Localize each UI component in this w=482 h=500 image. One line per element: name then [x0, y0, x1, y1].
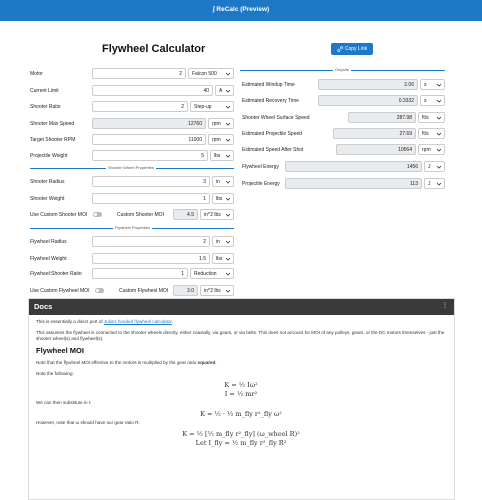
chevron-down-icon [225, 153, 231, 159]
chevron-down-icon [225, 212, 231, 218]
surface-speed-output: 287.98 [348, 112, 416, 123]
flywheel-weight-unit-select[interactable] [212, 253, 234, 264]
shooter-ratio-label: Shooter Ratio [30, 104, 61, 110]
shooter-weight-input[interactable]: 1 [92, 193, 210, 204]
shooter-weight-unit: lbs [216, 195, 223, 202]
chevron-down-icon [225, 121, 231, 127]
custom-shooter-moi-label: Custom Shooter MOI [117, 212, 164, 218]
chevron-down-icon [436, 98, 442, 104]
chevron-down-icon [436, 181, 442, 187]
flywheel-ratio-label: Flywheel:Shooter Ratio [30, 271, 82, 277]
custom-flywheel-moi-label: Custom Flywheel MOI [119, 288, 169, 294]
shooter-ratio-input[interactable]: 2 [92, 101, 188, 112]
current-limit-unit: A [219, 87, 223, 94]
projectile-weight-unit: lbs [214, 152, 221, 159]
target-shooter-rpm-unit-select[interactable] [208, 134, 234, 145]
flywheel-ratio-input[interactable]: 1 [92, 268, 188, 279]
equation-kinetic-energy: K = ½ Iω² [224, 381, 258, 389]
chevron-down-icon [436, 164, 442, 170]
shooter-radius-unit-select[interactable] [212, 176, 234, 187]
projectile-weight-unit-select[interactable] [210, 150, 234, 161]
chevron-down-icon [225, 271, 231, 277]
docs-title: Docs [34, 302, 53, 311]
shooter-max-speed-label: Shooter Max Speed [30, 121, 75, 127]
docs-moi-heading: Flywheel MOI [36, 346, 84, 355]
use-custom-flywheel-moi-toggle[interactable] [95, 288, 104, 293]
flywheel-radius-unit: in [216, 238, 220, 245]
shooter-weight-label: Shooter Weight [30, 196, 65, 202]
custom-shooter-moi-input: 4.5 [173, 209, 198, 220]
shooter-max-speed-unit-select[interactable] [208, 118, 234, 129]
projectile-speed-unit: ft/s [422, 130, 429, 137]
chevron-down-icon [436, 115, 442, 121]
chevron-down-icon [436, 147, 442, 153]
chevron-down-icon [225, 196, 231, 202]
chevron-down-icon [225, 239, 231, 245]
target-shooter-rpm-input[interactable]: 11000 [92, 134, 206, 145]
docs-moi-note-suffix: . [215, 360, 217, 365]
shooter-wheel-section-label: Shooter Wheel Properties [108, 165, 154, 170]
projectile-speed-output: 27.69 [333, 128, 416, 139]
docs-intro-text: This is essentially a direct port of [36, 319, 104, 324]
page-title: Flywheel Calculator [102, 43, 206, 55]
speed-after-shot-label: Estimated Speed After Shot [242, 147, 304, 153]
current-limit-unit-select[interactable] [215, 85, 234, 96]
chevron-down-icon [436, 82, 442, 88]
custom-flywheel-moi-unit-select[interactable] [200, 285, 234, 296]
motor-model-value: Falcon 500 [192, 70, 217, 77]
projectile-weight-input[interactable]: 5 [92, 150, 208, 161]
projectile-energy-unit: J [428, 180, 431, 187]
flywheel-radius-input[interactable]: 2 [92, 236, 210, 247]
shooter-radius-unit: in [216, 178, 220, 185]
flywheel-weight-unit: lbs [216, 255, 223, 262]
copy-link-label: Copy Link [344, 46, 368, 52]
chevron-down-icon [225, 71, 231, 77]
flywheel-section-label: Flywheel Properties [115, 225, 151, 230]
surface-speed-unit: ft/s [422, 114, 429, 121]
custom-flywheel-moi-unit: in^2 lbs [204, 287, 221, 294]
collapse-icon[interactable]: ⋮ [442, 303, 448, 309]
motor-model-select[interactable] [188, 68, 234, 79]
docs-body [36, 319, 446, 449]
recovery-time-output: 0.3332 [318, 95, 418, 106]
docs-panel [28, 298, 455, 500]
app-title: ReCalc (Preview) [216, 6, 270, 13]
docs-substitute: We can then substitute in I: [36, 400, 92, 405]
flywheel-radius-unit-select[interactable] [212, 236, 234, 247]
docs-intro-suffix: . [171, 319, 173, 324]
use-custom-flywheel-moi-label: Use Custom Flywheel MOI [30, 288, 90, 294]
recovery-time-unit: s [424, 97, 427, 104]
windup-time-unit: s [424, 81, 427, 88]
link-icon [337, 46, 343, 52]
flywheel-energy-unit-select[interactable] [424, 161, 445, 172]
custom-shooter-moi-unit-select[interactable] [200, 209, 234, 220]
current-limit-label: Current Limit [30, 88, 59, 94]
use-custom-shooter-moi-toggle[interactable] [93, 212, 102, 217]
shooter-ratio-type-select[interactable] [190, 101, 234, 112]
motor-label: Motor [30, 71, 43, 77]
flywheel-weight-input[interactable]: 1.5 [92, 253, 210, 264]
outputs-section-label: Outputs [335, 67, 350, 72]
shooter-radius-label: Shooter Radius [30, 179, 65, 185]
surface-speed-unit-select[interactable] [418, 112, 445, 123]
docs-note-following: Note the following: [36, 371, 74, 376]
equation-substituted: K = ½ · ½ m_fly r²_fly ω² [200, 410, 282, 418]
projectile-speed-label: Estimated Projectile Speed [242, 131, 303, 137]
julia-calculator-link[interactable]: Julia's hooded flywheel calculator [103, 319, 172, 324]
shooter-radius-input[interactable]: 3 [92, 176, 210, 187]
windup-time-output: 2.06 [318, 79, 418, 90]
recovery-time-unit-select[interactable] [420, 95, 445, 106]
custom-flywheel-moi-input: 3.0 [173, 285, 198, 296]
shooter-max-speed-unit: rpm [212, 120, 221, 127]
speed-after-shot-unit: rpm [422, 146, 431, 153]
chevron-down-icon [225, 88, 231, 94]
flywheel-ratio-type-select[interactable] [190, 268, 234, 279]
docs-moi-note [36, 360, 446, 366]
flywheel-energy-unit: J [428, 163, 431, 170]
docs-gear-ratio-note: However, note that ω should have our gear ratio R: [36, 420, 140, 425]
motor-count-input[interactable]: 2 [92, 68, 186, 79]
flywheel-ratio-type: Reduction [194, 270, 217, 277]
target-shooter-rpm-label: Target Shooter RPM [30, 137, 76, 143]
docs-moi-note-text: Note that the flywheel MOI effective to the motors is multiplied by the gear ratio [36, 360, 198, 365]
flywheel-energy-label: Flywheel Energy [242, 164, 279, 170]
target-shooter-rpm-unit: rpm [212, 136, 221, 143]
docs-header[interactable] [29, 299, 454, 315]
chevron-down-icon [225, 179, 231, 185]
projectile-energy-unit-select[interactable] [424, 178, 445, 189]
projectile-energy-label: Projectile Energy [242, 181, 280, 187]
projectile-energy-output: 113 [285, 178, 422, 189]
equation-with-ratio: K = ½ [½ m_fly r²_fly] (ω_wheel R)² [182, 430, 300, 438]
windup-time-unit-select[interactable] [420, 79, 445, 90]
docs-intro [36, 319, 446, 325]
equation-let: Let I_fly = ½ m_fly r²_fly R² [195, 439, 287, 447]
chevron-down-icon [225, 137, 231, 143]
shooter-weight-unit-select[interactable] [212, 193, 234, 204]
flywheel-radius-label: Flywheel Radius [30, 239, 67, 245]
use-custom-shooter-moi-label: Use Custom Shooter MOI [30, 212, 88, 218]
speed-after-shot-unit-select[interactable] [418, 144, 445, 155]
chevron-down-icon [225, 104, 231, 110]
flywheel-weight-label: Flywheel Weight [30, 256, 67, 262]
chevron-down-icon [436, 131, 442, 137]
copy-link-button[interactable] [331, 43, 373, 55]
custom-shooter-moi-unit: in^2 lbs [204, 211, 221, 218]
app-brand[interactable]: ∫ ReCalc (Preview) [212, 6, 270, 13]
current-limit-input[interactable]: 40 [92, 85, 213, 96]
docs-assumption: This assumes the flywheel is connected to the shooter wheels directly, either coaxially, via gears, or via belts. This does not account for MOI of any pulleys, gears, or the DC motors themselves - just the shooter wheel(s) and flywheel(s). [36, 330, 445, 341]
projectile-weight-label: Projectile Weight [30, 153, 68, 159]
chevron-down-icon [225, 288, 231, 294]
equation-moi: I = ½ mr² [224, 390, 258, 398]
top-navbar [0, 0, 482, 21]
shooter-max-speed-output: 12760 [92, 118, 206, 129]
recovery-time-label: Estimated Recovery Time [242, 98, 299, 104]
windup-time-label: Estimated Windup Time [242, 82, 295, 88]
chevron-down-icon [225, 256, 231, 262]
surface-speed-label: Shooter Wheel Surface Speed [242, 115, 310, 121]
speed-after-shot-output: 10564 [336, 144, 416, 155]
shooter-ratio-type: Step-up [194, 103, 212, 110]
docs-moi-note-bold: squared [197, 360, 216, 365]
flywheel-energy-output: 1456 [285, 161, 422, 172]
projectile-speed-unit-select[interactable] [418, 128, 445, 139]
